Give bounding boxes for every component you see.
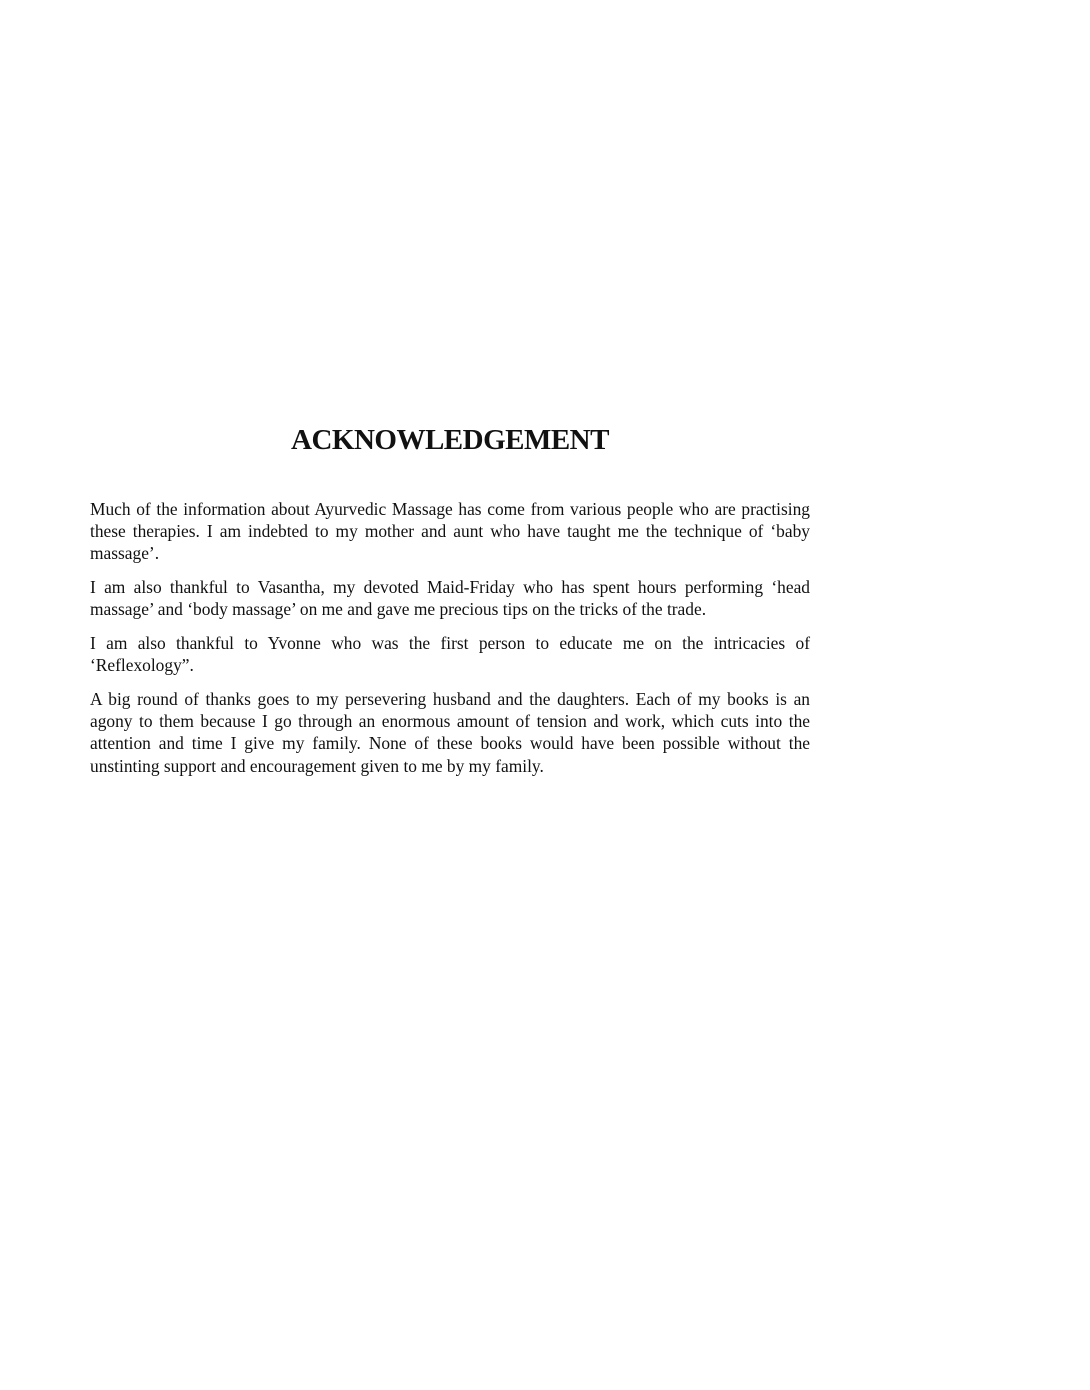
paragraph: I am also thankful to Yvonne who was the first person to educate me on the intricacies of ‘Reflexology”. xyxy=(90,633,810,676)
paragraph: A big round of thanks goes to my persevering husband and the daughters. Each of my books is an agony to them because I go through an enormous amount of tension and work, which cuts into the attention and time I give my family. None of these books would have been possible without the unstinting support and encouragement given to me by my family. xyxy=(90,688,810,776)
page-heading: ACKNOWLEDGEMENT xyxy=(291,424,609,456)
paragraph: Much of the information about Ayurvedic Massage has come from various people who are practising these therapies. I am indebted to my mother and aunt who have taught me the technique of ‘baby massage’. xyxy=(90,499,810,564)
paragraph: I am also thankful to Vasantha, my devoted Maid-Friday who has spent hours performing ‘head massage’ and ‘body massage’ on me and gave me precious tips on the tricks of the trade. xyxy=(90,577,810,620)
acknowledgement-body xyxy=(90,498,810,788)
